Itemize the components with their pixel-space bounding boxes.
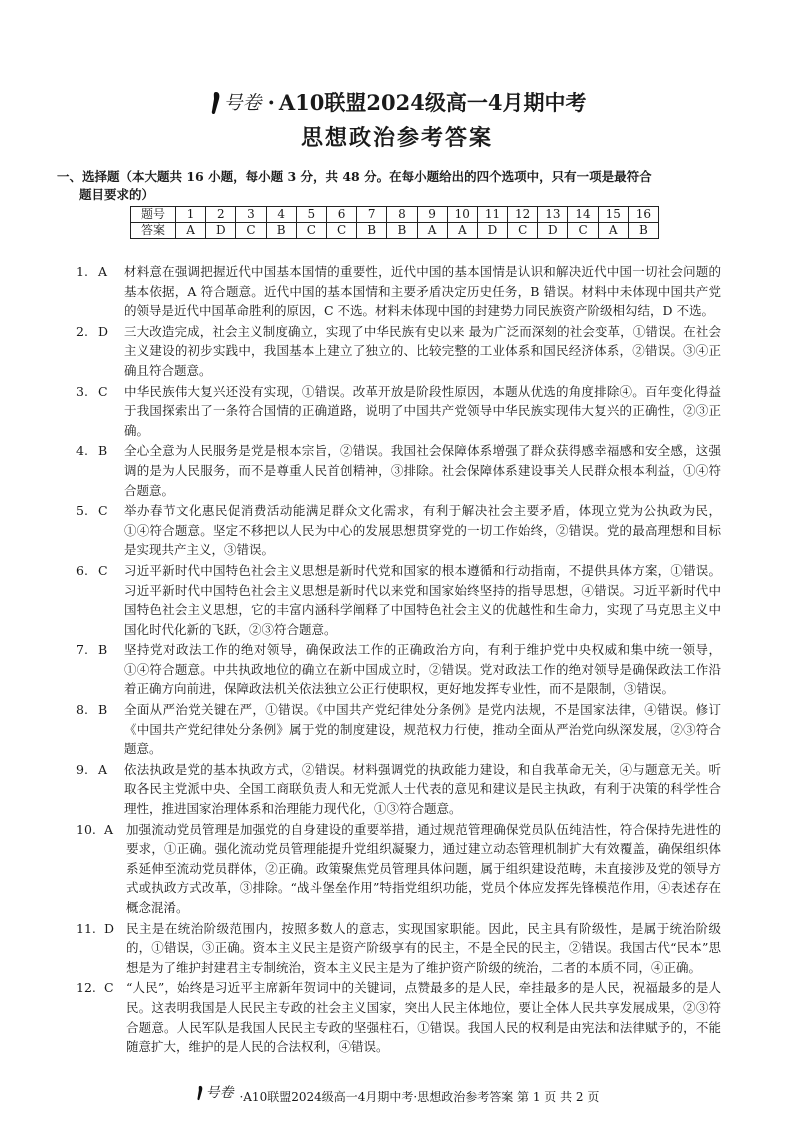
explanation-item — [76, 820, 721, 918]
item-number: 5. — [76, 503, 88, 519]
explanation-item — [76, 441, 721, 500]
question-number-cell: 6 — [326, 207, 356, 223]
question-number-cell: 14 — [568, 207, 598, 223]
question-number-cell: 9 — [417, 207, 447, 223]
question-number-cell: 15 — [598, 207, 628, 223]
answer-cell: D — [206, 223, 236, 239]
answer-cell: B — [357, 223, 387, 239]
footer-logo — [195, 1084, 234, 1102]
item-answer: C — [98, 562, 108, 578]
explanation-item — [76, 382, 721, 441]
item-text: 全心全意为人民服务是党是根本宗旨，②错误。我国社会保障体系增强了群众获得感幸福感和安全感，这强调的是为人民服务，而不是尊重人民首创精神，③排除。社会保障体系建设事关人民群众根本利益，①④符合题意。 — [124, 443, 721, 498]
item-number: 8. — [76, 702, 88, 718]
item-text: 依法执政是党的基本执政方式，②错误。材料强调党的执政能力建设，和自我革命无关，④与题意无关。听取各民主党派中央、全国工商联负责人和无党派人士代表的意见和建议是民主执政，有利于决策的科学性合理性，推进国家治理体系和治理能力现代化，①③符合题意。 — [124, 761, 721, 817]
explanation-item — [76, 978, 721, 1056]
question-number-cell: 4 — [266, 207, 296, 223]
question-number-cell: 1 — [176, 207, 206, 223]
item-answer: D — [98, 323, 109, 339]
explanation-item — [76, 501, 721, 560]
item-number: 12. — [76, 980, 96, 996]
explanation-item — [76, 561, 721, 639]
item-number: 6. — [76, 562, 88, 578]
question-number-cell: 12 — [508, 207, 538, 223]
explanation-item — [76, 322, 721, 381]
section-heading-line1: 一、选择题（本大题共 16 小题，每小题 3 分，共 48 分。在每小题给出的四个选项中，只有一项是最符合 — [57, 169, 652, 184]
explanation-item — [76, 700, 721, 759]
section-heading-line2: 题目要求的） — [79, 187, 155, 202]
explanation-item — [76, 640, 721, 699]
item-number: 7. — [76, 642, 88, 658]
answer-cell: B — [266, 223, 296, 239]
item-text: 中华民族伟大复兴还没有实现，①错误。改革开放是阶段性原因，本题从优选的角度排除④。百年变化得益于我国探索出了一条符合国情的正确道路，说明了中国共产党领导中华民族实现伟大复兴的正确性，②③正确。 — [124, 383, 721, 438]
question-number-cell: 2 — [206, 207, 236, 223]
answer-cell: C — [296, 223, 326, 239]
exam-title — [208, 88, 587, 118]
item-answer: D — [104, 920, 115, 936]
item-text: 三大改造完成，社会主义制度确立，实现了中华民族有史以来 最为广泛而深刻的社会变革，①错误。在社会主义建设的初步实践中，我国基本上建立了独立的、比较完整的工业体系和国民经济体系，②错误。③④正确且符合题意。 — [124, 323, 721, 378]
item-answer: B — [98, 702, 108, 718]
logo-text: 号卷 — [223, 92, 262, 114]
item-text: 加强流动党员管理是加强党的自身建设的重要举措，通过规范管理确保党员队伍纯洁性，符合保持先进性的要求，①正确。强化流动党员管理能提升党组织凝聚力，通过建立动态管理机制扩大有效覆盖，确保组织体系延伸至流动党员群体，②正确。政策聚焦党员管理具体问题，属于组织建设范畴，未直接涉及党的领导方式或执政方式改革，③排除。“战斗堡垒作用”特指党组织功能，党员个体应发挥先锋模范作用，④表述存在概念混淆。 — [126, 821, 721, 915]
explanation-item — [76, 760, 721, 819]
answer-table — [130, 206, 659, 239]
title-block — [0, 88, 794, 155]
item-answer: A — [98, 264, 108, 279]
item-text: 坚持党对政法工作的绝对领导，确保政法工作的正确政治方向，有利于维护党中央权威和集中统一领导，①④符合题意。中共执政地位的确立在新中国成立时，②错误。党对政法工作的绝对领导是确保政法工作沿着正确方向前进，保障政法机关依法独立公正行使职权，更好地发挥专业性，而不是限制，③错误。 — [124, 642, 721, 697]
explanation-item — [76, 262, 721, 321]
answer-cell: A — [598, 223, 628, 239]
brush-stroke-icon — [208, 91, 222, 115]
item-number: 9. — [76, 761, 88, 777]
item-answer: C — [98, 503, 108, 519]
item-answer: C — [98, 383, 108, 399]
answer-cell: A — [447, 223, 477, 239]
item-text: 民主是在统治阶级范围内，按照多数人的意志，实现国家职能。因此，民主具有阶级性，是属于统治阶级的，①错误，③正确。资本主义民主是资产阶级享有的民主，不是全民的民主，②错误。我国古代“民本”思想是为了维护封建君主专制统治，资本主义民主是为了维护资产阶级的统治，二者的本质不同，④正确。 — [126, 920, 721, 975]
item-number: 1. — [76, 264, 88, 279]
brand-logo — [208, 88, 262, 118]
page-subtitle: 思想政治参考答案 — [300, 125, 493, 151]
item-answer: A — [98, 761, 108, 777]
page-footer — [0, 1084, 794, 1106]
answer-cell: C — [568, 223, 598, 239]
answer-cell: A — [417, 223, 447, 239]
item-text: 材料意在强调把握近代中国基本国情的重要性，近代中国的基本国情是认识和解决近代中国一切社会问题的基本依据，A 符合题意。近代中国的基本国情和主要矛盾决定历史任务，B 错误。材料中未体现中国共产党的领导是近代中国革命胜利的原因，C 不选。材料未体现中国的封建势力同民族资产阶级相勾结，D 不选。 — [124, 264, 721, 319]
question-number-cell: 7 — [357, 207, 387, 223]
answer-cell: D — [477, 223, 507, 239]
section-heading — [57, 168, 747, 204]
answer-cell: B — [628, 223, 658, 239]
question-number-cell: 11 — [477, 207, 507, 223]
brush-stroke-icon — [195, 1085, 204, 1101]
item-answer: C — [104, 980, 114, 996]
item-answer: B — [98, 642, 108, 658]
title-separator: · — [267, 90, 275, 115]
item-number: 10. — [76, 821, 96, 837]
question-number-cell: 16 — [628, 207, 658, 223]
answer-table-number-row — [131, 207, 659, 223]
item-text: 举办春节文化惠民促消费活动能满足群众文化需求，有利于解决社会主要矛盾，体现立党为公执政为民，①④符合题意。坚定不移把以人民为中心的发展思想贯穿党的一切工作始终，②错误。党的最高理想和目标是实现共产主义，③错误。 — [124, 503, 721, 558]
answer-table-answer-row — [131, 223, 659, 239]
explanation-list — [76, 262, 721, 1058]
footer-logo-text: 号卷 — [205, 1085, 234, 1101]
question-number-cell: 5 — [296, 207, 326, 223]
item-text: 习近平新时代中国特色社会主义思想是新时代党和国家的根本遵循和行动指南，不提供具体方案，①错误。习近平新时代中国特色社会主义思想是新时代以来党和国家始终坚持的指导思想，④错误。习近平新时代中国特色社会主义思想，它的丰富内涵科学阐释了中国特色社会主义的优越性和生命力，实现了马克思主义中国化时代化新的飞跃，②③符合题意。 — [124, 562, 721, 637]
item-number: 2. — [76, 323, 88, 339]
item-text: 全面从严治党关键在严，①错误。《中国共产党纪律处分条例》是党内法规，不是国家法律，④错误。修订《中国共产党纪律处分条例》属于党的制度建设，规范权力行使，推动全面从严治党向纵深发展，②③符合题意。 — [124, 702, 721, 757]
answer-cell: C — [508, 223, 538, 239]
title-main: A10联盟2024级高一4月期中考 — [278, 90, 587, 115]
answer-cell: D — [538, 223, 568, 239]
answer-cell: B — [387, 223, 417, 239]
footer-text: ·A10联盟2024级高一4月期中考·思想政治参考答案 第 1 页 共 2 页 — [239, 1090, 600, 1104]
question-number-cell: 13 — [538, 207, 568, 223]
question-number-cell: 10 — [447, 207, 477, 223]
item-number: 11. — [76, 920, 96, 936]
question-number-cell: 3 — [236, 207, 266, 223]
item-text: “人民”，始终是习近平主席新年贺词中的关键词，点赞最多的是人民，牵挂最多的是人民，祝福最多的是人民。这表明我国是人民民主专政的社会主义国家，突出人民主体地位，要让全体人民共享发展成果，②③符合题意。人民军队是我国人民民主专政的坚强柱石，①错误。我国人民的权利是由宪法和法律赋予的，不能随意扩大，维护的是人民的合法权利，④错误。 — [126, 980, 721, 1055]
item-answer: A — [104, 821, 114, 837]
question-number-cell: 8 — [387, 207, 417, 223]
answer-cell: C — [236, 223, 266, 239]
item-number: 4. — [76, 443, 88, 459]
number-row-header: 题号 — [131, 207, 176, 223]
item-number: 3. — [76, 383, 88, 399]
explanation-item — [76, 919, 721, 978]
item-answer: B — [98, 443, 108, 459]
answer-cell: C — [326, 223, 356, 239]
answer-cell: A — [176, 223, 206, 239]
answer-row-header: 答案 — [131, 223, 176, 239]
